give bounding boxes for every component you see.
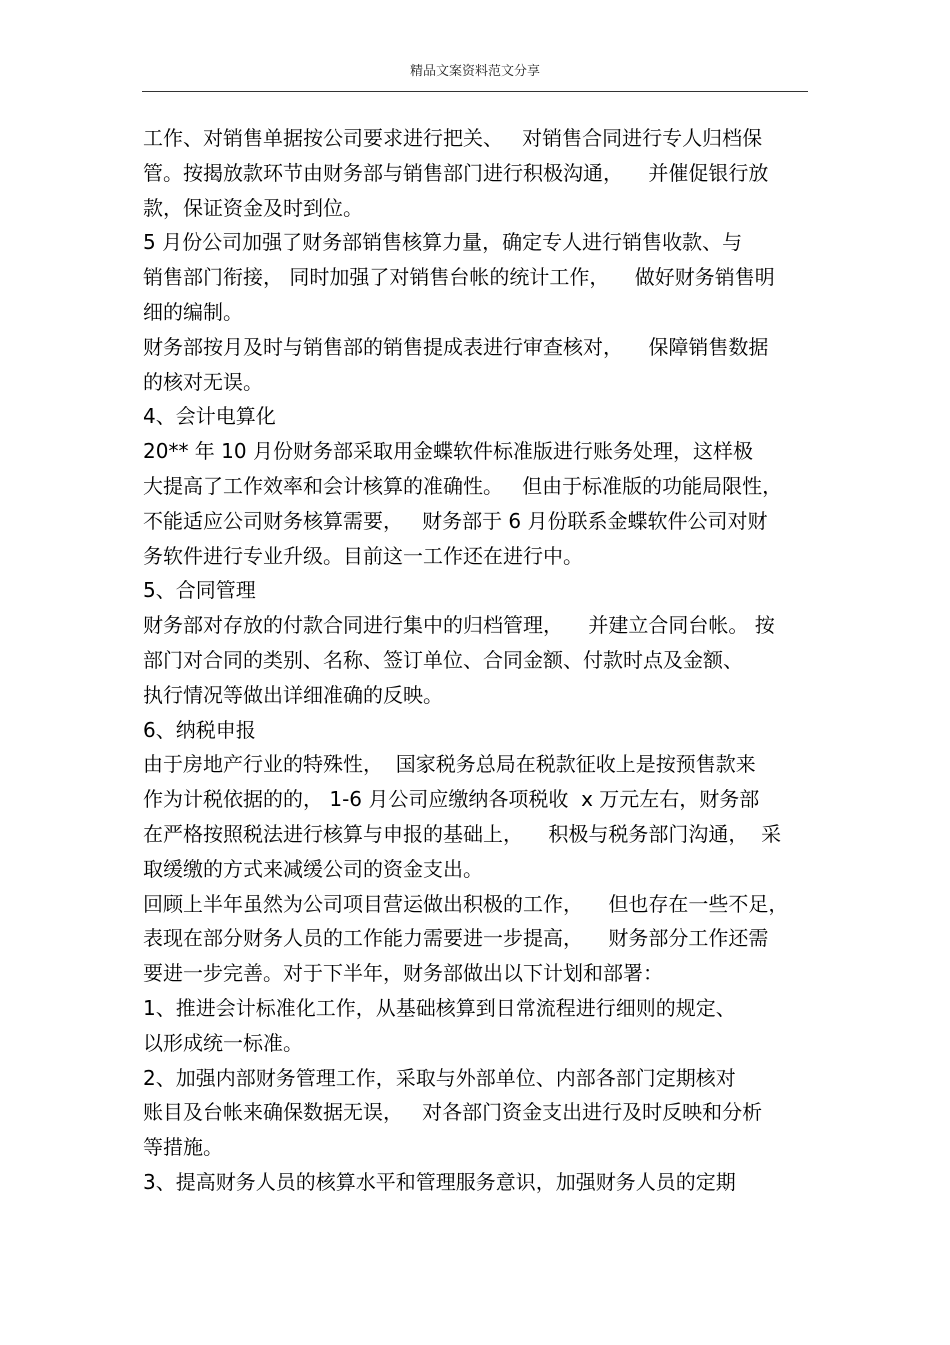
text-line: 表现在部分财务人员的工作能力需要进一步提高， 财务部分工作还需 (143, 926, 769, 951)
text-line: 作为计税依据的的， 1-6 月公司应缴纳各项税收 x 万元左右，财务部 (143, 787, 760, 812)
text-line: 以形成统一标准。 (143, 1030, 303, 1055)
text-line: 务软件进行专业升级。目前这一工作还在进行中。 (143, 543, 583, 568)
text-line: 细的编制。 (143, 299, 243, 324)
text-line: 在严格按照税法进行核算与申报的基础上， 积极与税务部门沟通， 采 (143, 821, 782, 846)
text-line: 工作、对销售单据按公司要求进行把关、 对销售合同进行专人归档保 (143, 126, 763, 150)
text-line: 不能适应公司财务核算需要， 财务部于 6 月份联系金蝶软件公司对财 (143, 508, 768, 533)
text-line: 账目及台帐来确保数据无误， 对各部门资金支出进行及时反映和分析 (143, 1100, 763, 1125)
text-line: 部门对合同的类别、名称、签订单位、合同金额、付款时点及金额、 (143, 647, 743, 672)
page-header: 精品文案资料范文分享 (409, 64, 540, 79)
header-divider (142, 91, 808, 92)
section-heading: 4、会计电算化 (143, 404, 276, 429)
text-line: 大提高了工作效率和会计核算的准确性。 但由于标准版的功能局限性， (143, 473, 783, 498)
text-line: 执行情况等做出详细准确的反映。 (143, 682, 443, 707)
text-line: 要进一步完善。对于下半年，财务部做出以下计划和部署： (143, 961, 663, 986)
text-line: 回顾上半年虽然为公司项目营运做出积极的工作， 但也存在一些不足， (143, 891, 789, 916)
list-item: 2、加强内部财务管理工作，采取与外部单位、内部各部门定期核对 (143, 1065, 736, 1090)
section-heading: 6、纳税申报 (143, 717, 256, 742)
text-line: 由于房地产行业的特殊性， 国家税务总局在税款征收上是按预售款来 (143, 752, 756, 777)
text-line: 销售部门衔接， 同时加强了对销售台帐的统计工作， 做好财务销售明 (143, 265, 775, 290)
text-line: 取缓缴的方式来减缓公司的资金支出。 (143, 856, 483, 881)
list-item: 3、提高财务人员的核算水平和管理服务意识，加强财务人员的定期 (143, 1169, 736, 1194)
list-item: 1、推进会计标准化工作，从基础核算到日常流程进行细则的规定、 (143, 995, 736, 1020)
document-body (143, 121, 813, 1200)
text-line: 等措施。 (143, 1135, 223, 1160)
text-line: 5 月份公司加强了财务部销售核算力量，确定专人进行销售收款、与 (143, 230, 743, 255)
text-line: 的核对无误。 (143, 369, 263, 394)
section-heading: 5、合同管理 (143, 578, 256, 603)
text-line: 20** 年 10 月份财务部采取用金蝶软件标准版进行账务处理，这样极 (143, 439, 753, 464)
text-line: 管。按揭放款环节由财务部与销售部门进行积极沟通， 并催促银行放 (143, 160, 769, 185)
text-line: 财务部对存放的付款合同进行集中的归档管理， 并建立合同台帐。 按 (143, 613, 775, 638)
text-line: 财务部按月及时与销售部的销售提成表进行审查核对， 保障销售数据 (143, 334, 769, 359)
text-line: 款，保证资金及时到位。 (143, 195, 363, 220)
